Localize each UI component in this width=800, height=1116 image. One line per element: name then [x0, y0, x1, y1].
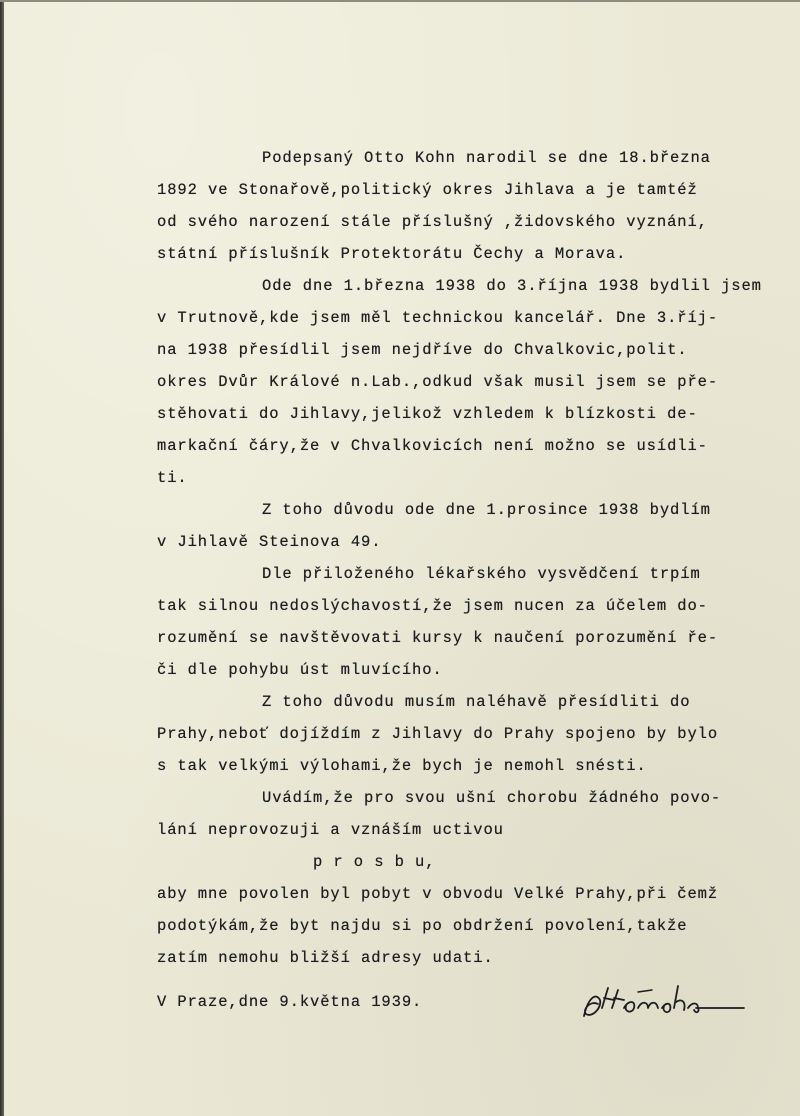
text-line: s tak velkými výlohami,že bych je nemohl snésti.: [157, 757, 647, 775]
text-line: od svého narození stále příslušný ,židovského vyznání,: [157, 213, 708, 231]
page-shadow-edge: [0, 0, 4, 1116]
text-line: aby mne povolen byl pobyt v obvodu Velké Prahy,při čemž: [157, 885, 719, 903]
text-line: na 1938 přesídlil jsem nejdříve do Chvalkovic,polit.: [157, 341, 688, 359]
place-date: V Praze,dne 9.května 1939.: [157, 993, 423, 1011]
text-line: markační čáry,že v Chvalkovicích není možno se usídli-: [157, 437, 708, 455]
text-line: 1892 ve Stonařově,politický okres Jihlava a je tamtéž: [157, 181, 698, 199]
text-line: státní příslušník Protektorátu Čechy a Morava.: [157, 245, 627, 263]
text-line: tak silnou nedoslýchavostí,že jsem nucen za účelem do-: [157, 597, 708, 615]
page-top-edge: [0, 0, 800, 2]
text-line: Uvádím,že pro svou ušní chorobu žádného povo-: [262, 789, 722, 807]
text-line: v Jihlavě Steinova 49.: [157, 533, 382, 551]
text-line: v Trutnově,kde jsem měl technickou kancelář. Dne 3.říj-: [157, 309, 719, 327]
text-line: Podepsaný Otto Kohn narodil se dne 18.března: [262, 149, 711, 167]
text-line: zatím nemohu bližší adresy udati.: [157, 949, 494, 967]
text-line: stěhovati do Jihlavy,jelikož vzhledem k blízkosti de-: [157, 405, 698, 423]
text-line: Dle přiloženého lékařského vysvědčení trpím: [262, 565, 701, 583]
text-line: Z toho důvodu musím naléhavě přesídliti do: [262, 693, 691, 711]
text-line: Z toho důvodu ode dne 1.prosince 1938 bydlím: [262, 501, 711, 519]
text-line: lání neprovozuji a vznáším uctivou: [157, 821, 504, 839]
text-line: rozumění se navštěvovati kursy k naučení porozumění ře-: [157, 629, 719, 647]
text-line: ti.: [157, 469, 188, 487]
request-word: p r o s b u,: [313, 853, 436, 871]
text-line: Prahy,neboť dojíždím z Jihlavy do Prahy spojeno by bylo: [157, 725, 719, 743]
text-line: či dle pohybu úst mluvícího.: [157, 661, 443, 679]
text-line: Ode dne 1.března 1938 do 3.října 1938 bydlil jsem: [262, 277, 762, 295]
handwritten-signature: [578, 978, 748, 1026]
text-line: okres Dvůr Králové n.Lab.,odkud však musil jsem se pře-: [157, 373, 719, 391]
text-line: podotýkám,že byt najdu si po obdržení povolení,takže: [157, 917, 688, 935]
